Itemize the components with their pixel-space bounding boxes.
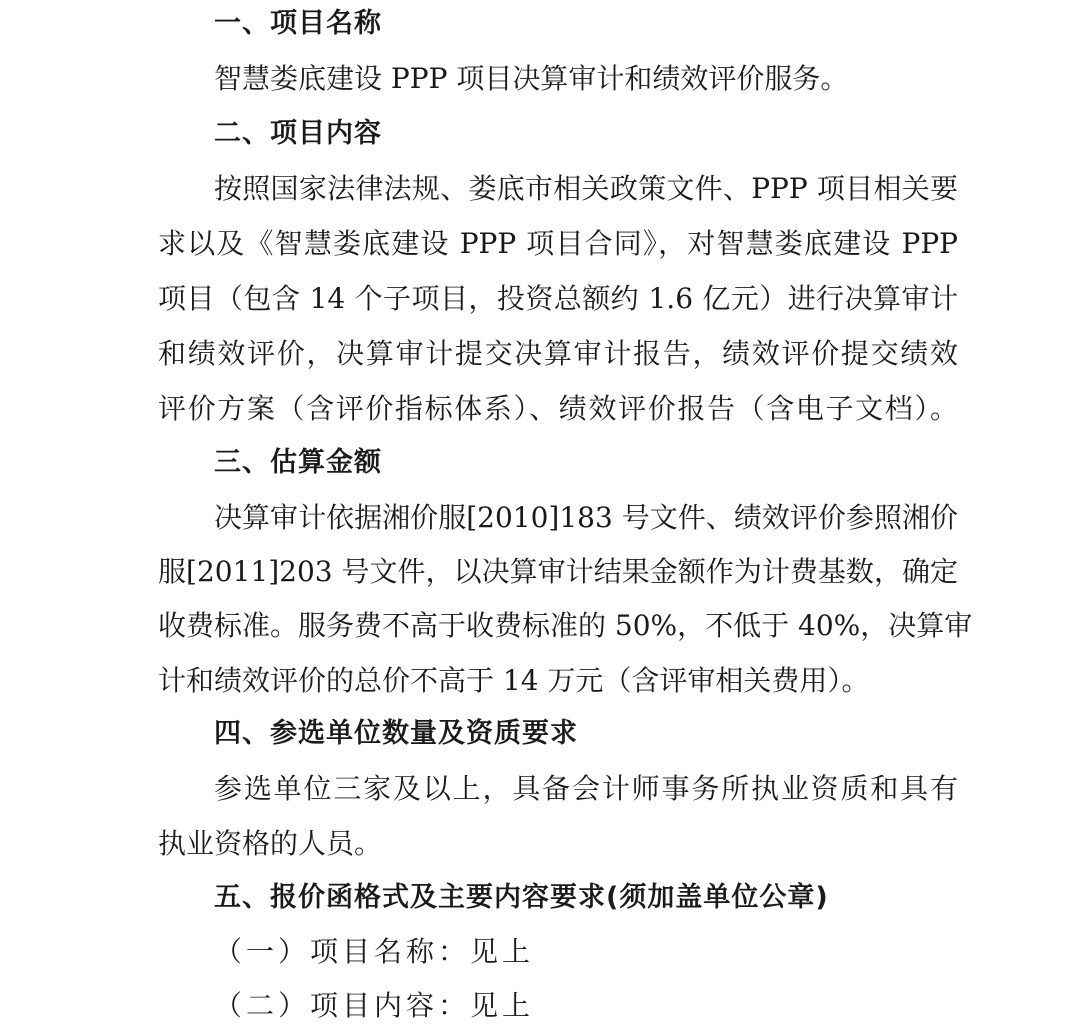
paragraph-line: 求以及《智慧娄底建设 PPP 项目合同》，对智慧娄底建设 PPP [158,227,958,260]
paragraph-line: 智慧娄底建设 PPP 项目决算审计和绩效评价服务。 [214,62,849,95]
paragraph-line: 收费标准。服务费不高于收费标准的 50%，不低于 40%，决算审 [158,609,973,642]
section-heading-2: 二、项目内容 [214,118,382,149]
section-heading-4: 四、参选单位数量及资质要求 [214,718,578,749]
paragraph-line: 和绩效评价，决算审计提交决算审计报告，绩效评价提交绩效 [158,337,958,370]
paragraph-line: 服[2011]203 号文件，以决算审计结果金额作为计费基数，确定 [158,555,958,588]
paragraph-line: 计和绩效评价的总价不高于 14 万元（含评审相关费用）。 [158,664,870,697]
paragraph-line: 按照国家法律法规、娄底市相关政策文件、PPP 项目相关要 [214,172,958,205]
section-heading-3: 三、估算金额 [214,447,382,478]
section-heading-5: 五、报价函格式及主要内容要求(须加盖单位公章) [214,882,829,913]
sub-item: （一）项目名称：见上 [214,935,535,968]
paragraph-line: 执业资格的人员。 [158,827,383,860]
section-heading-1: 一、项目名称 [214,8,382,39]
paragraph-line: 项目（包含 14 个子项目，投资总额约 1.6 亿元）进行决算审计 [158,282,958,315]
paragraph-line: 评价方案（含评价指标体系）、绩效评价报告（含电子文档）。 [158,392,958,425]
paragraph-line: 参选单位三家及以上，具备会计师事务所执业资质和具有 [214,772,958,805]
sub-item: （二）项目内容：见上 [214,989,535,1022]
paragraph-line: 决算审计依据湘价服[2010]183 号文件、绩效评价参照湘价 [214,501,958,534]
